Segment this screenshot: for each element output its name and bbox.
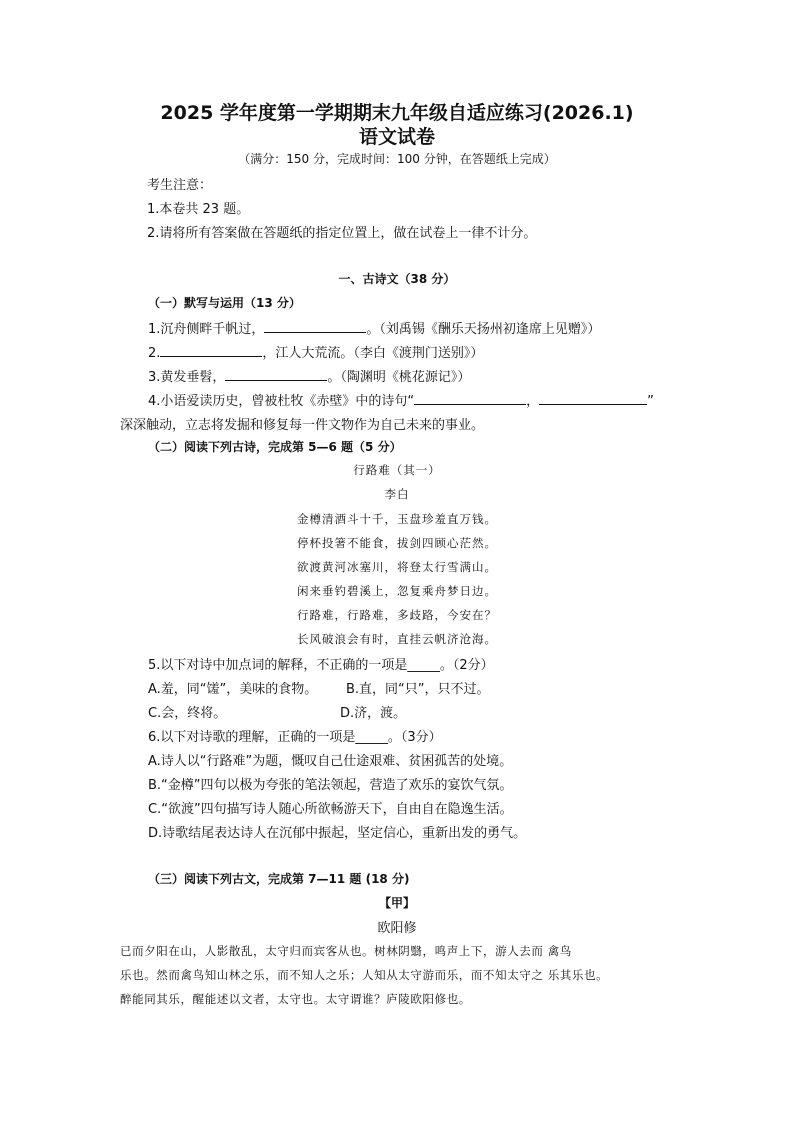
passage-line: 已而夕阳在山，人影散乱，太守归而宾客从也。树林阴翳，鸣声上下，游人去而 禽鸟 bbox=[120, 944, 572, 958]
q1-text-post: 。（刘禹锡《酬乐天扬州初逢席上见赠》） bbox=[366, 322, 601, 337]
passage-line: 醉能同其乐，醒能述以文者，太守也。太守谓谁？庐陵欧阳修也。 bbox=[120, 992, 471, 1006]
part3-heading: （三）阅读下列古文，完成第 7—11 题 (18 分) bbox=[148, 872, 410, 886]
q5-option-d: D.济，渡。 bbox=[340, 706, 407, 721]
part1-heading: （一）默写与运用（13 分） bbox=[148, 296, 301, 310]
poem-title: 行路难（其一） bbox=[353, 463, 441, 477]
q3-answer-blank bbox=[225, 369, 327, 381]
exam-title: 2025 学年度第一学期期末九年级自适应练习(2026.1) bbox=[160, 102, 634, 124]
q2-text-pre: 2. bbox=[148, 346, 161, 361]
q4-answer-blank-1 bbox=[414, 393, 526, 405]
poem-line: 欲渡黄河冰塞川，将登太行雪满山。 bbox=[297, 560, 497, 574]
q6-option-d: D.诗歌结尾表达诗人在沉郁中振起，坚定信心，重新出发的勇气。 bbox=[148, 826, 527, 841]
poem-line: 长风破浪会有时，直挂云帆济沧海。 bbox=[297, 632, 497, 646]
poem-line: 行路难，行路难，多歧路，今安在？ bbox=[297, 608, 497, 622]
q4-answer-blank-2 bbox=[539, 393, 647, 405]
notice-item-1: 1.本卷共 23 题。 bbox=[147, 202, 250, 217]
question-4-line-2: 深深触动，立志将发掘和修复每一件文物作为自己未来的事业。 bbox=[120, 418, 485, 433]
section-heading: 一、古诗文（38 分） bbox=[338, 272, 456, 286]
passage-author: 欧阳修 bbox=[377, 921, 417, 936]
q6-option-c: C.“欲渡”四句描写诗人随心所欲畅游天下，自由自在隐逸生活。 bbox=[148, 802, 513, 817]
q5-option-b: B.直，同“只”，只不过。 bbox=[346, 682, 490, 697]
part2-heading: （二）阅读下列古诗，完成第 5—6 题（5 分） bbox=[148, 440, 402, 454]
q1-text-pre: 1.沉舟侧畔千帆过， bbox=[148, 322, 265, 337]
question-4 bbox=[148, 390, 654, 409]
q1-answer-blank bbox=[264, 321, 366, 333]
q5-option-a: A.羞，同“馐”，美味的食物。 bbox=[148, 682, 318, 697]
q4-text-post: ” bbox=[647, 394, 654, 409]
q4-text-pre: 4.小语爱读历史，曾被杜牧《赤壁》中的诗句“ bbox=[148, 394, 415, 409]
poem-line: 停杯投箸不能食，拔剑四顾心茫然。 bbox=[297, 536, 497, 550]
q3-text-post: 。（陶渊明《桃花源记》） bbox=[327, 370, 471, 385]
passage-jia-label: 【甲】 bbox=[378, 896, 415, 910]
question-6: 6.以下对诗歌的理解，正确的一项是_____。（3分） bbox=[148, 730, 442, 745]
question-1 bbox=[148, 318, 600, 337]
question-5: 5.以下对诗中加点词的解释，不正确的一项是_____。（2分） bbox=[148, 658, 494, 673]
q5-option-c: C.会，终将。 bbox=[148, 706, 227, 721]
q3-text-pre: 3.黄发垂髫， bbox=[148, 370, 226, 385]
q6-option-a: A.诗人以“行路难”为题，慨叹自己仕途艰难、贫困孤苦的处境。 bbox=[148, 754, 513, 769]
question-3 bbox=[148, 366, 470, 385]
poem-line: 闲来垂钓碧溪上，忽复乘舟梦日边。 bbox=[297, 584, 497, 598]
question-2 bbox=[148, 342, 483, 361]
q2-answer-blank bbox=[160, 345, 262, 357]
poem-line: 金樽清酒斗十千，玉盘珍羞直万钱。 bbox=[297, 512, 497, 526]
poem-author: 李白 bbox=[384, 487, 410, 501]
notice-label: 考生注意： bbox=[147, 178, 213, 193]
q4-text-mid: ， bbox=[526, 394, 540, 409]
exam-info: （满分：150 分，完成时间：100 分钟，在答题纸上完成） bbox=[238, 152, 556, 166]
passage-line: 乐也。然而禽鸟知山林之乐，而不知人之乐；人知从太守游而乐，而不知太守之 乐其乐也。 bbox=[120, 968, 609, 982]
exam-subject-title: 语文试卷 bbox=[358, 126, 435, 148]
notice-item-2: 2.请将所有答案做在答题纸的指定位置上，做在试卷上一律不计分。 bbox=[147, 226, 537, 241]
q2-text-post: ，江人大荒流。（李白《渡荆门送别》） bbox=[262, 346, 484, 361]
q6-option-b: B.“金樽”四句以极为夸张的笔法领起，营造了欢乐的宴饮气氛。 bbox=[148, 778, 513, 793]
